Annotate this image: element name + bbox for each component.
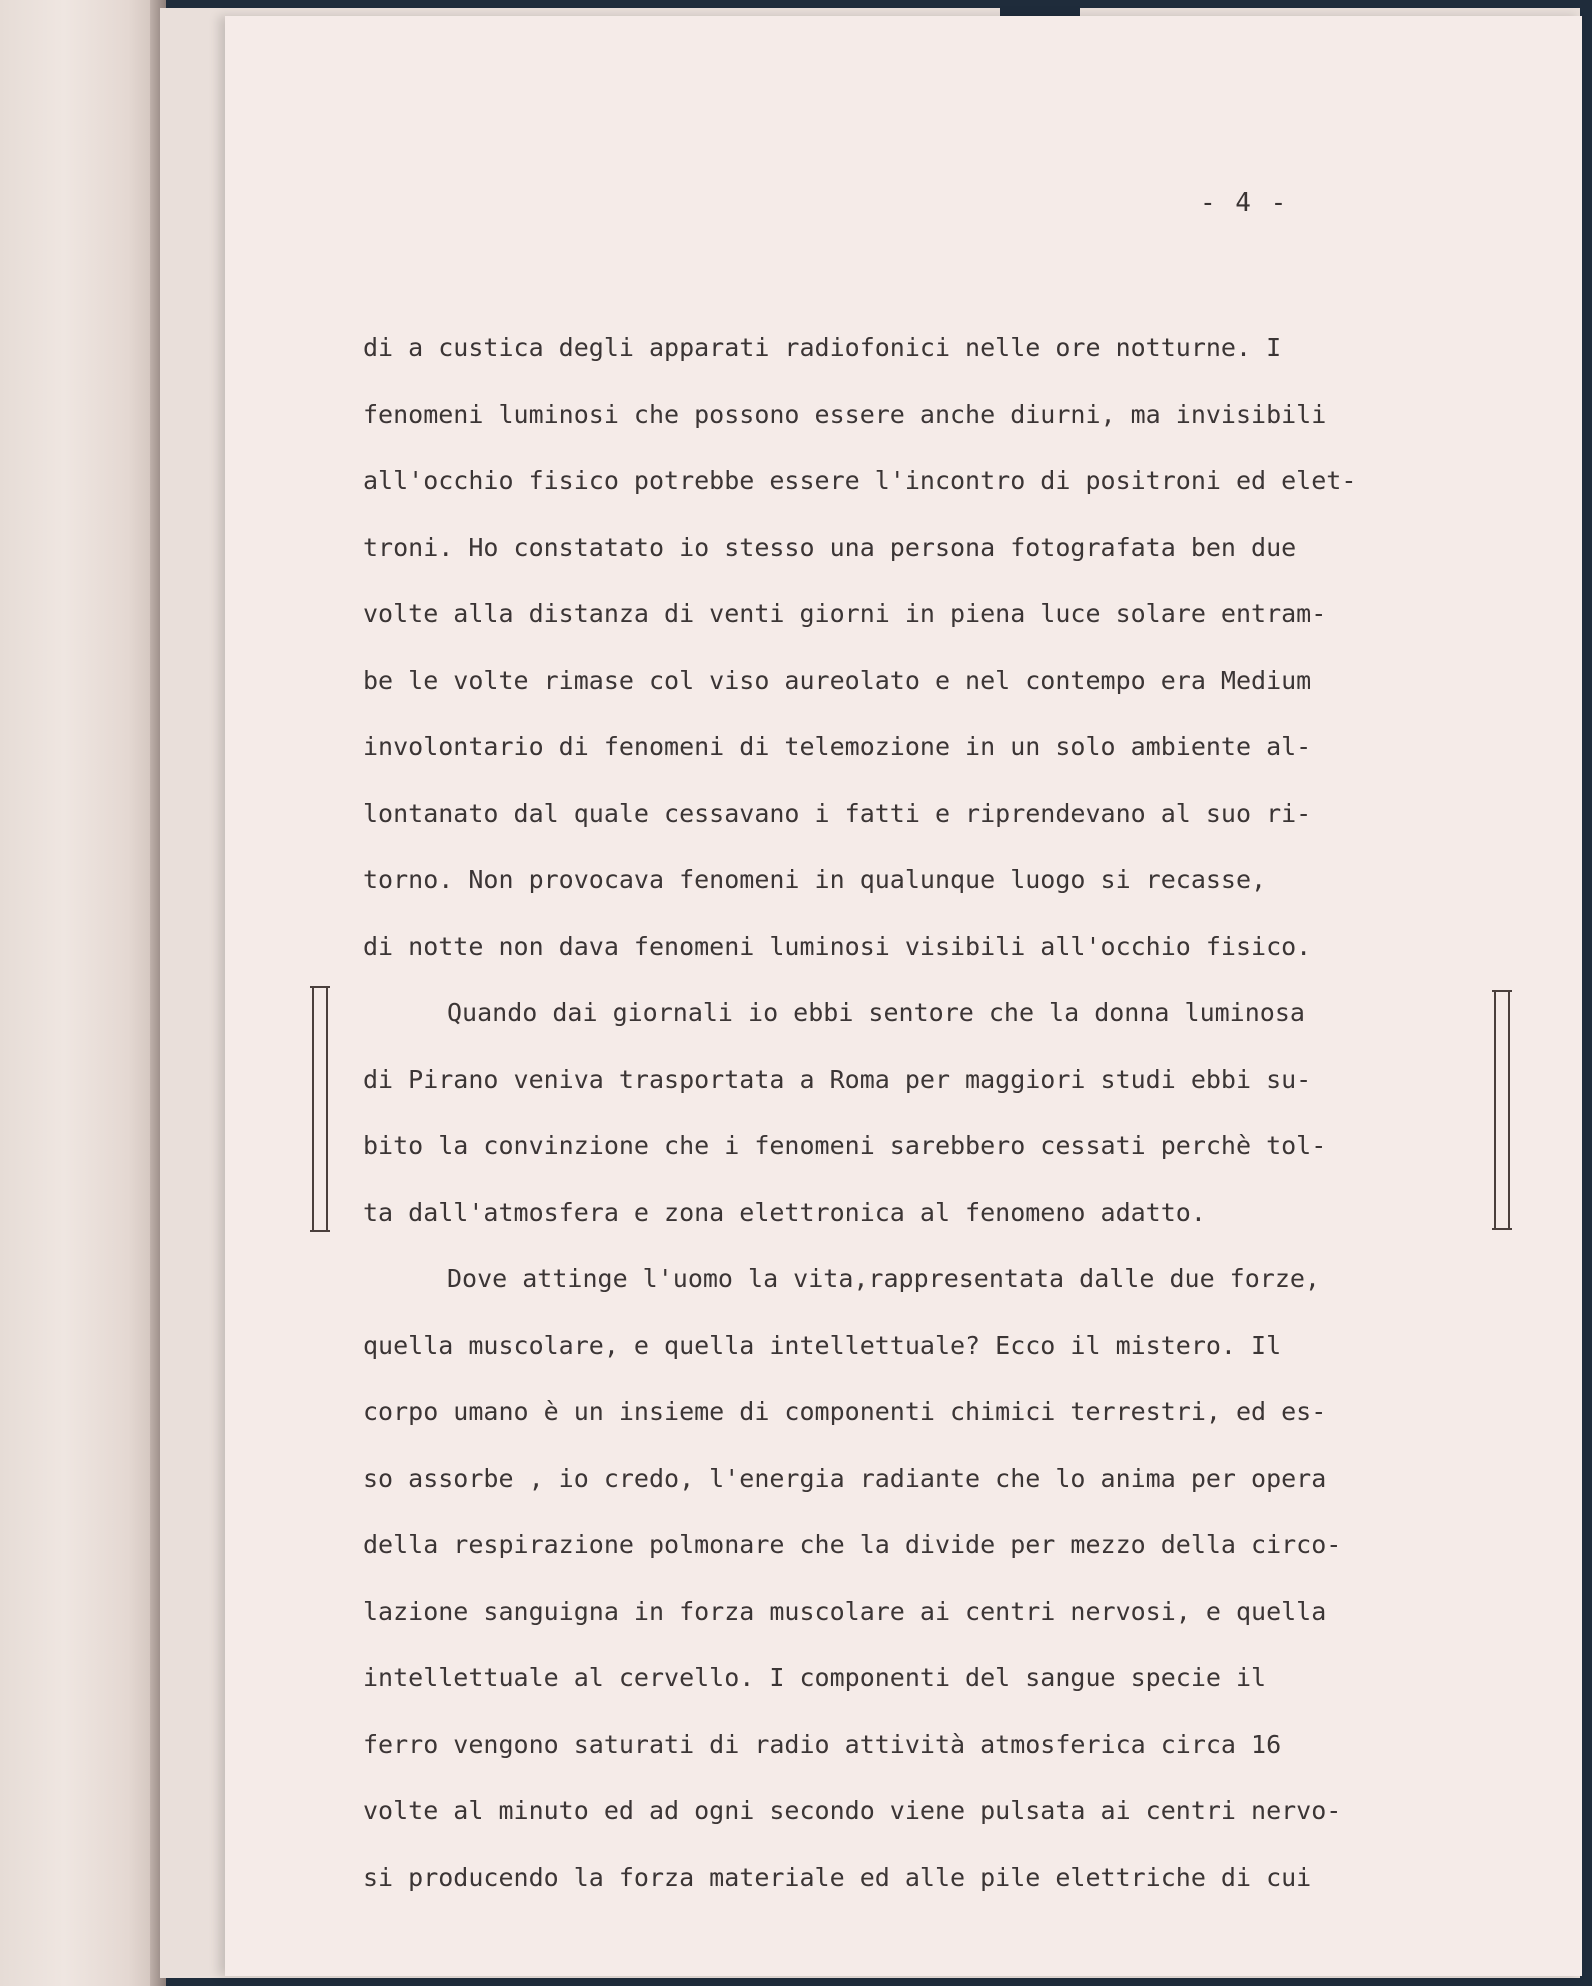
text-line-5: volte alla distanza di venti giorni in piena luce solare entram- xyxy=(363,599,1327,628)
left-page-edge xyxy=(0,0,160,1986)
text-line-6: be le volte rimase col viso aureolato e nel contempo era Medium xyxy=(363,665,1312,695)
background-gap xyxy=(1000,0,1080,16)
text-line-23: volte al minuto ed ad ogni secondo viene pulsata ai centri nervo- xyxy=(363,1796,1342,1825)
text-line-18: so assorbe , io credo, l'energia radiante che lo anima per opera xyxy=(363,1463,1327,1493)
text-line-10: di notte non dava fenomeni luminosi visibili all'occhio fisico. xyxy=(363,931,1312,961)
text-line-3: all'occhio fisico potrebbe essere l'incontro di positroni ed elet- xyxy=(363,466,1357,495)
page-number: - 4 - xyxy=(1200,188,1289,218)
text-line-7: involontario di fenomeni di telemozione in un solo ambiente al- xyxy=(363,732,1312,761)
text-line-13: bito la convinzione che i fenomeni sarebbero cessati perchè tol- xyxy=(363,1131,1327,1160)
text-line-22: ferro vengono saturati di radio attività atmosferica circa 16 xyxy=(363,1729,1282,1759)
handwritten-margin-bracket-left xyxy=(312,986,328,1232)
text-line-19: della respirazione polmonare che la divide per mezzo della circo- xyxy=(363,1530,1342,1559)
text-line-21: intellettuale al cervello. I componenti del sangue specie il xyxy=(363,1663,1267,1692)
text-line-24: si producendo la forza materiale ed alle pile elettriche di cui xyxy=(363,1862,1312,1892)
handwritten-margin-bracket-right xyxy=(1494,990,1510,1230)
text-line-14: ta dall'atmosfera e zona elettronica al fenomeno adatto. xyxy=(363,1197,1206,1227)
text-line-2: fenomeni luminosi che possono essere anche diurni, ma invisibili xyxy=(363,399,1327,429)
text-line-20: lazione sanguigna in forza muscolare ai centri nervosi, e quella xyxy=(363,1596,1327,1626)
text-line-12: di Pirano veniva trasportata a Roma per maggiori studi ebbi su- xyxy=(363,1064,1312,1094)
text-line-17: corpo umano è un insieme di componenti chimici terrestri, ed es- xyxy=(363,1397,1327,1426)
text-line-9: torno. Non provocava fenomeni in qualunque luogo si recasse, xyxy=(363,865,1267,894)
text-line-11: Quando dai giornali io ebbi sentore che la donna luminosa xyxy=(447,998,1305,1027)
text-line-16: quella muscolare, e quella intellettuale? Ecco il mistero. Il xyxy=(363,1330,1282,1360)
text-line-8: lontanato dal quale cessavano i fatti e riprendevano al suo ri- xyxy=(363,798,1312,828)
text-line-1: di a custica degli apparati radiofonici nelle ore notturne. I xyxy=(363,333,1282,362)
text-line-15: Dove attinge l'uomo la vita,rappresentata dalle due forze, xyxy=(447,1264,1320,1293)
text-line-4: troni. Ho constatato io stesso una persona fotografata ben due xyxy=(363,532,1297,562)
page-body-text xyxy=(363,315,1523,1911)
